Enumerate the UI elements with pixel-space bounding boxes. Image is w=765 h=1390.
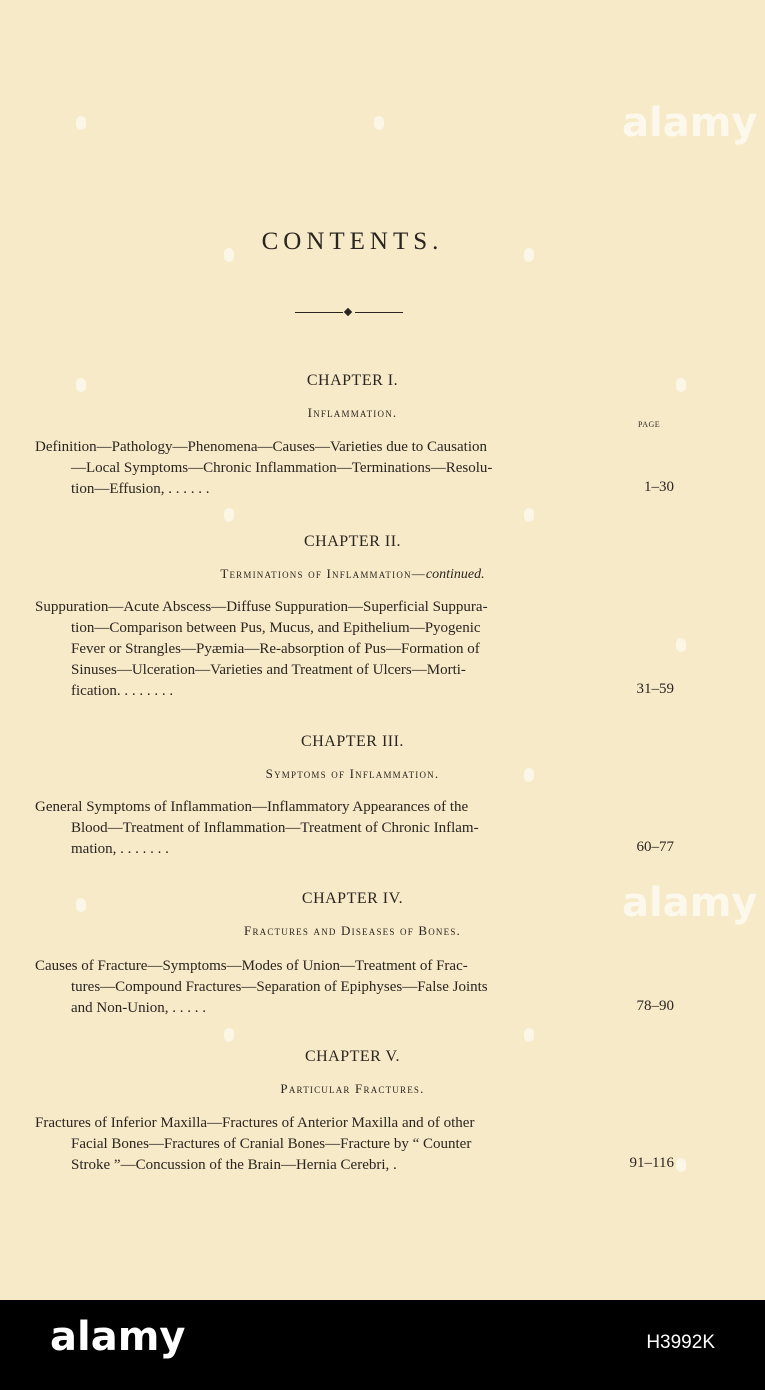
entry-line: Blood—Treatment of Inflammation—Treatment of Chronic Inflam- [71, 820, 479, 836]
page-range: 60–77 [636, 839, 674, 855]
divider-line [355, 312, 403, 313]
watermark-mark [524, 768, 534, 782]
stock-footer-bar [0, 1300, 765, 1390]
chapter-entry [35, 597, 603, 702]
chapter-subtitle [0, 566, 705, 583]
page-range: 91–116 [629, 1155, 674, 1171]
entry-line: Facial Bones—Fractures of Cranial Bones—Fracture by “ Counter [71, 1136, 472, 1152]
diamond-icon [344, 308, 352, 316]
entry-line: Stroke ”—Concussion of the Brain—Hernia Cerebri, . [71, 1157, 397, 1173]
entry-line: fication. . . . . . . . [71, 683, 174, 699]
watermark-mark [76, 898, 86, 912]
entry-line: Causes of Fracture—Symptoms—Modes of Union—Treatment of Frac- [35, 958, 468, 974]
page-range: 1–30 [644, 479, 674, 495]
page-title: CONTENTS. [261, 228, 444, 255]
entry-line: tures—Compound Fractures—Separation of Epiphyses—False Joints [71, 979, 488, 995]
entry-line: —Local Symptoms—Chronic Inflammation—Terminations—Resolu- [71, 460, 493, 476]
chapter-heading: CHAPTER IV. [301, 890, 404, 907]
entry-line: mation, . . . . . . . [71, 841, 169, 857]
chapter-subtitle-italic: continued. [425, 567, 485, 582]
watermark-mark [76, 378, 86, 392]
ornament-divider [295, 306, 403, 320]
entry-line: Fractures of Inferior Maxilla—Fractures of Anterior Maxilla and of other [35, 1115, 475, 1131]
page-range: 31–59 [636, 681, 674, 697]
watermark-mark [224, 248, 234, 262]
chapter-subtitle: Fractures and Diseases of Bones. [244, 923, 461, 938]
chapter-entry [35, 797, 603, 860]
entry-line: tion—Comparison between Pus, Mucus, and Epithelium—Pyogenic [71, 620, 481, 636]
chapter-subtitle: Symptoms of Inflammation. [265, 766, 440, 781]
entry-line: General Symptoms of Inflammation—Inflammatory Appearances of the [35, 799, 469, 815]
alamy-logo: alamy [50, 1314, 186, 1360]
chapter-heading: CHAPTER V. [304, 1048, 401, 1065]
watermark-logo: alamy [622, 880, 758, 926]
watermark-mark [374, 116, 384, 130]
chapter-entry [35, 437, 603, 500]
watermark-logo: alamy [622, 100, 758, 146]
watermark-mark [676, 638, 686, 652]
page-column-header: PAGE [638, 420, 661, 429]
chapter-heading: CHAPTER II. [303, 533, 402, 550]
watermark-mark [676, 1158, 686, 1172]
entry-line: Fever or Strangles—Pyæmia—Re-absorption of Pus—Formation of [71, 641, 480, 657]
entry-line: Definition—Pathology—Phenomena—Causes—Varieties due to Causation [35, 439, 488, 455]
watermark-mark [224, 1028, 234, 1042]
entry-line: and Non-Union, . . . . . [71, 1000, 206, 1016]
entry-line: Sinuses—Ulceration—Varieties and Treatment of Ulcers—Morti- [71, 662, 466, 678]
watermark-mark [224, 508, 234, 522]
watermark-mark [524, 1028, 534, 1042]
entry-line: tion—Effusion, . . . . . . [71, 481, 210, 497]
chapter-heading: CHAPTER III. [301, 733, 404, 750]
chapter-heading: CHAPTER I. [306, 372, 399, 389]
divider-line [295, 312, 343, 313]
image-code: H3992K [646, 1332, 715, 1353]
chapter-entry [35, 956, 603, 1019]
chapter-entry [35, 1113, 603, 1176]
page-range: 78–90 [636, 998, 674, 1014]
chapter-subtitle: Inflammation. [307, 405, 398, 420]
chapter-subtitle: Particular Fractures. [280, 1081, 425, 1096]
watermark-mark [676, 378, 686, 392]
entry-line: Suppuration—Acute Abscess—Diffuse Suppuration—Superficial Suppura- [35, 599, 488, 615]
watermark-mark [524, 248, 534, 262]
watermark-mark [524, 508, 534, 522]
watermark-mark [76, 116, 86, 130]
chapter-subtitle-text: Terminations of Inflammation— [220, 566, 426, 581]
